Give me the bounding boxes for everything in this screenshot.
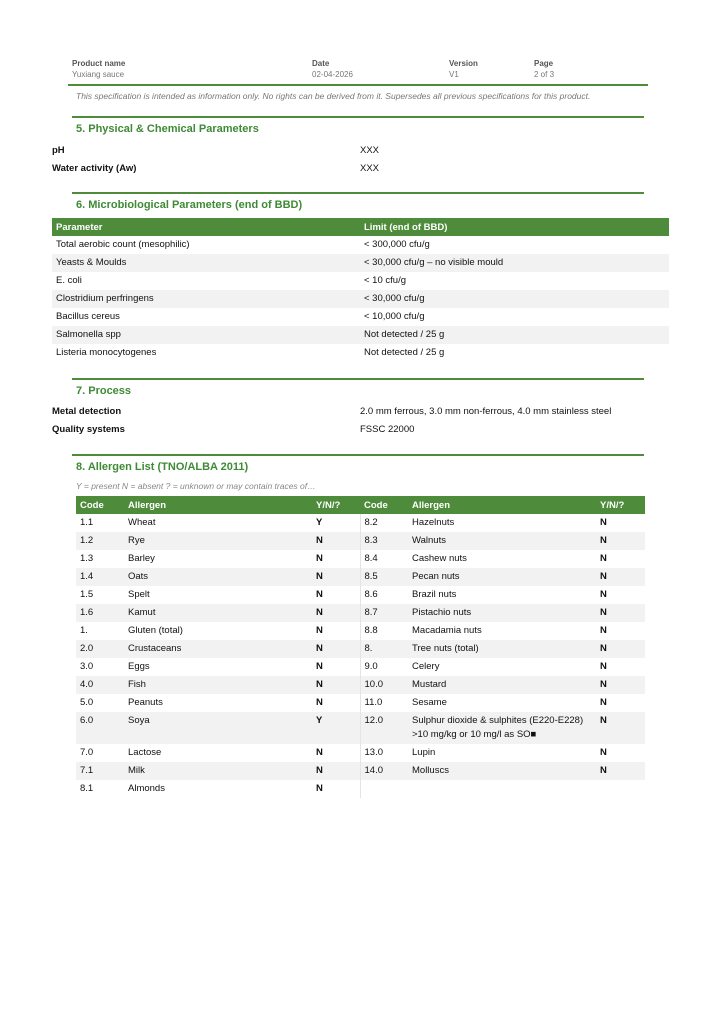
section6-title: 6. Microbiological Parameters (end of BBD) <box>76 199 303 211</box>
section8-title: 8. Allergen List (TNO/ALBA 2011) <box>76 461 249 473</box>
allergen-table-header <box>76 496 645 514</box>
allergen-status: N <box>600 517 607 528</box>
allergen-status <box>596 780 645 798</box>
allergen-name: Barley <box>128 553 155 564</box>
allergen-name: Lupin <box>412 747 436 758</box>
section8-divider <box>72 454 644 456</box>
allergen-code: 10.0 <box>360 676 408 694</box>
allergen-code: 1.1 <box>80 517 94 528</box>
allergen-code: 8.3 <box>360 532 408 550</box>
allergen-header-name: Allergen <box>124 496 312 514</box>
allergen-code: 7.0 <box>80 747 94 758</box>
allergen-name: Rye <box>124 532 312 550</box>
allergen-name: Molluscs <box>408 762 596 780</box>
allergen-code: 1.3 <box>80 553 94 564</box>
allergen-name: Soya <box>124 712 312 744</box>
version-block <box>449 58 478 80</box>
micro-parameter: Clostridium perfringens <box>52 290 360 308</box>
allergen-code: 11.0 <box>360 694 408 712</box>
product-name-block <box>72 58 125 80</box>
allergen-status: N <box>596 762 645 780</box>
allergen-status: N <box>596 712 645 744</box>
table-row <box>52 344 669 362</box>
allergen-status: N <box>312 640 360 658</box>
allergen-name: Eggs <box>128 661 150 672</box>
ph-label: pH <box>52 145 65 156</box>
allergen-status: N <box>600 553 607 564</box>
allergen-code: 9.0 <box>360 658 408 676</box>
quality-systems-label: Quality systems <box>52 424 125 435</box>
allergen-status: N <box>596 676 645 694</box>
page-label: Page <box>534 59 554 68</box>
allergen-code: 8.8 <box>360 622 408 640</box>
allergen-status: N <box>596 640 645 658</box>
allergen-status: N <box>312 676 360 694</box>
micro-table-header <box>52 218 669 236</box>
allergen-name <box>408 780 596 798</box>
allergen-name: Sesame <box>412 697 447 708</box>
allergen-name: Almonds <box>128 783 165 794</box>
allergen-code: 8.2 <box>360 514 408 532</box>
micro-parameter: Listeria monocytogenes <box>56 347 157 358</box>
allergen-status: N <box>316 625 323 636</box>
allergen-name: Kamut <box>124 604 312 622</box>
allergen-status: N <box>596 532 645 550</box>
allergen-code: 8.1 <box>80 783 94 794</box>
allergen-name: Tree nuts (total) <box>408 640 596 658</box>
allergen-code: 7.1 <box>76 762 124 780</box>
allergen-code: 8.6 <box>360 586 408 604</box>
table-row <box>76 532 645 550</box>
allergen-table <box>76 496 645 798</box>
allergen-code: 1.4 <box>76 568 124 586</box>
micro-parameter: Total aerobic count (mesophilic) <box>56 239 190 250</box>
document-header <box>72 58 648 82</box>
allergen-code: 8.7 <box>360 604 408 622</box>
allergen-status: N <box>312 568 360 586</box>
allergen-name: Crustaceans <box>124 640 312 658</box>
allergen-status: N <box>312 762 360 780</box>
table-row <box>76 712 645 744</box>
section6-divider <box>72 192 644 194</box>
table-row <box>76 514 645 532</box>
allergen-header-yn: Y/N/? <box>312 496 360 514</box>
allergen-name: Walnuts <box>408 532 596 550</box>
ph-value: XXX <box>360 145 380 156</box>
page-block <box>534 58 554 80</box>
table-row <box>76 658 645 676</box>
table-row <box>52 272 669 290</box>
date-label: Date <box>312 59 330 68</box>
allergen-status: Y <box>312 712 360 744</box>
micro-parameter: Yeasts & Moulds <box>52 254 360 272</box>
micro-limit: Not detected / 25 g <box>360 326 669 344</box>
allergen-code: 1.5 <box>80 589 94 600</box>
allergen-status: N <box>312 604 360 622</box>
product-name-label: Product name <box>72 59 126 68</box>
table-row <box>76 550 645 568</box>
table-row <box>76 744 645 762</box>
table-row <box>76 676 645 694</box>
water-activity-value: XXX <box>360 163 380 174</box>
allergen-status: N <box>600 589 607 600</box>
header-divider <box>68 84 648 86</box>
page-value: 2 of 3 <box>534 70 555 79</box>
micro-header-limit: Limit (end of BBD) <box>360 218 669 236</box>
allergen-name: Wheat <box>128 517 156 528</box>
table-row <box>76 762 645 780</box>
allergen-name: Spelt <box>128 589 150 600</box>
allergen-legend: Y = present N = absent ? = unknown or may contain traces of… <box>76 481 316 491</box>
allergen-name: Gluten (total) <box>128 625 183 636</box>
allergen-code: 1.6 <box>76 604 124 622</box>
allergen-name: Cashew nuts <box>412 553 467 564</box>
allergen-code <box>360 780 408 798</box>
allergen-code: 2.0 <box>76 640 124 658</box>
allergen-code: 1.2 <box>76 532 124 550</box>
allergen-status: N <box>600 661 607 672</box>
allergen-name: Sulphur dioxide & sulphites (E220-E228) >10 mg/kg or 10 mg/l as SO■ <box>408 712 596 744</box>
allergen-name: Brazil nuts <box>412 589 457 600</box>
table-row <box>52 326 669 344</box>
table-row <box>76 780 645 798</box>
allergen-status: N <box>316 589 323 600</box>
allergen-code: 8.5 <box>360 568 408 586</box>
allergen-header-yn: Y/N/? <box>596 496 645 514</box>
allergen-status: N <box>600 747 607 758</box>
allergen-status: Y <box>316 517 323 528</box>
allergen-name: Lactose <box>128 747 162 758</box>
allergen-header-name: Allergen <box>408 496 596 514</box>
allergen-status: N <box>316 697 323 708</box>
micro-limit: < 30,000 cfu/g <box>360 290 669 308</box>
version-label: Version <box>449 59 478 68</box>
section5-divider <box>72 116 644 118</box>
micro-parameter: Salmonella spp <box>52 326 360 344</box>
date-block <box>312 58 353 80</box>
allergen-status: N <box>600 625 607 636</box>
allergen-name: Pistachio nuts <box>408 604 596 622</box>
micro-limit: < 300,000 cfu/g <box>364 239 430 250</box>
allergen-status: N <box>316 553 323 564</box>
allergen-status: N <box>316 783 323 794</box>
micro-header-parameter: Parameter <box>52 218 360 236</box>
allergen-code: 8. <box>360 640 408 658</box>
allergen-name: Peanuts <box>128 697 163 708</box>
allergen-name: Fish <box>124 676 312 694</box>
micro-limit: < 10,000 cfu/g <box>364 311 425 322</box>
version-value: V1 <box>449 70 459 79</box>
allergen-header-code: Code <box>360 496 408 514</box>
allergen-name: Celery <box>412 661 440 672</box>
allergen-name: Macadamia nuts <box>412 625 482 636</box>
allergen-code: 14.0 <box>360 762 408 780</box>
allergen-name: Pecan nuts <box>408 568 596 586</box>
section5-title: 5. Physical & Chemical Parameters <box>76 123 259 135</box>
micro-limit: < 10 cfu/g <box>364 275 406 286</box>
allergen-name: Milk <box>124 762 312 780</box>
table-row <box>76 694 645 712</box>
allergen-code: 5.0 <box>80 697 94 708</box>
allergen-code: 13.0 <box>360 744 408 762</box>
allergen-status: N <box>312 532 360 550</box>
micro-table <box>52 218 669 362</box>
allergen-status: N <box>596 604 645 622</box>
table-row <box>76 586 645 604</box>
allergen-status: N <box>596 568 645 586</box>
quality-systems-value: FSSC 22000 <box>360 424 415 435</box>
table-row <box>52 254 669 272</box>
allergen-code: 12.0 <box>360 712 408 744</box>
allergen-code: 8.4 <box>360 550 408 568</box>
allergen-name: Mustard <box>408 676 596 694</box>
metal-detection-value: 2.0 mm ferrous, 3.0 mm non-ferrous, 4.0 mm stainless steel <box>360 406 612 417</box>
allergen-status: N <box>316 747 323 758</box>
product-name-value: Yuxiang sauce <box>72 70 125 79</box>
metal-detection-label: Metal detection <box>52 406 122 417</box>
allergen-status: N <box>316 661 323 672</box>
table-row <box>52 236 669 254</box>
allergen-code: 1. <box>80 625 88 636</box>
micro-limit: Not detected / 25 g <box>364 347 445 358</box>
section7-title: 7. Process <box>76 385 132 397</box>
table-row <box>76 568 645 586</box>
water-activity-label: Water activity (Aw) <box>52 163 137 174</box>
micro-limit: < 30,000 cfu/g – no visible mould <box>360 254 669 272</box>
table-row <box>76 622 645 640</box>
table-row <box>52 308 669 326</box>
section7-divider <box>72 378 644 380</box>
micro-parameter: E. coli <box>56 275 82 286</box>
allergen-status: N <box>600 697 607 708</box>
table-row <box>76 604 645 622</box>
allergen-code: 6.0 <box>76 712 124 744</box>
allergen-name: Oats <box>124 568 312 586</box>
date-value: 02-04-2026 <box>312 70 353 79</box>
micro-parameter: Bacillus cereus <box>56 311 120 322</box>
allergen-header-code: Code <box>76 496 124 514</box>
allergen-name: Hazelnuts <box>412 517 455 528</box>
allergen-code: 3.0 <box>80 661 94 672</box>
table-row <box>76 640 645 658</box>
allergen-code: 4.0 <box>76 676 124 694</box>
table-row <box>52 290 669 308</box>
disclaimer-text: This specification is intended as information only. No rights can be derived from it. Supersedes all previous specifications for this product. <box>76 91 591 101</box>
